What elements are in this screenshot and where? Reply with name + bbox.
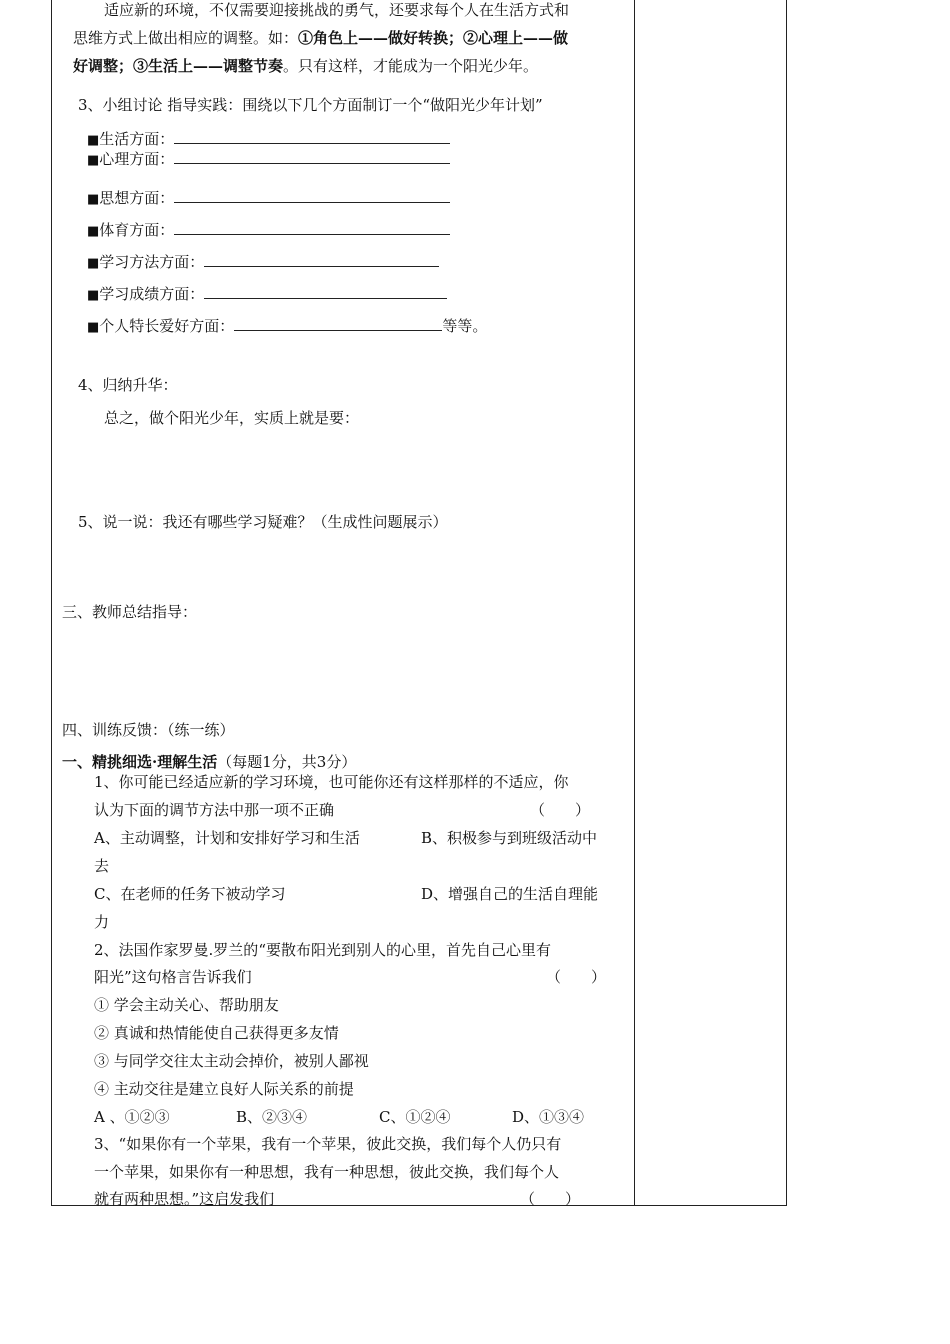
blank-line xyxy=(234,314,442,331)
column-divider xyxy=(634,0,635,1206)
intro-line-3-bold: 好调整；③生活上——调整节奏 xyxy=(73,57,284,75)
section-4-title: 4、归纳升华： xyxy=(78,376,178,394)
plan-item-label: 学习成绩方面： xyxy=(99,285,205,303)
plan-item-grades xyxy=(87,282,447,306)
plan-item-label: 体育方面： xyxy=(99,221,175,239)
plan-item-sports xyxy=(87,218,450,242)
plan-item-psych xyxy=(87,147,450,171)
plan-item-label: 生活方面： xyxy=(99,130,175,148)
plan-item-method xyxy=(87,250,439,274)
plan-item-hobby xyxy=(87,314,487,338)
blank-line xyxy=(174,218,450,235)
q2-line-2: 阳光”这句格言告诉我们 xyxy=(94,968,252,986)
q3-line-2: 一个苹果，如果你有一种思想，我有一种思想，彼此交换，我们每个人 xyxy=(94,1163,560,1181)
plan-item-label: 学习方法方面： xyxy=(99,253,205,271)
plan-item-label: 个人特长爱好方面： xyxy=(99,317,235,335)
bullet-icon: ■ xyxy=(87,192,100,207)
q1-answer-blank: （ ） xyxy=(530,801,591,819)
intro-line-2-bold: ①角色上——做好转换；②心理上——做 xyxy=(298,29,569,47)
q2-statement-3: ③ 与同学交往太主动会掉价，被别人鄙视 xyxy=(94,1052,369,1070)
bullet-icon: ■ xyxy=(87,133,100,148)
q2-option-a: A 、①②③ xyxy=(94,1108,170,1126)
q1-option-a: A、主动调整，计划和安排好学习和生活 xyxy=(94,829,360,847)
intro-line-3-text: 。只有这样，才能成为一个阳光少年。 xyxy=(283,57,539,75)
part-3-title: 三、教师总结指导： xyxy=(62,603,198,621)
q3-answer-blank: （ ） xyxy=(520,1190,581,1208)
blank-line xyxy=(174,147,450,164)
part-4-title: 四、训练反馈：（练一练） xyxy=(62,721,235,739)
intro-line-2-text: 思维方式上做出相应的调整。如： xyxy=(73,29,299,47)
q3-line-1: 3、“如果你有一个苹果，我有一个苹果，彼此交换，我们每个人仍只有 xyxy=(94,1135,562,1153)
blank-line xyxy=(204,282,447,299)
bullet-icon: ■ xyxy=(87,153,100,168)
exercise-heading xyxy=(62,752,356,772)
q2-line-1: 2、法国作家罗曼.罗兰的“要散布阳光到别人的心里，首先自己心里有 xyxy=(94,941,551,959)
bullet-icon: ■ xyxy=(87,256,100,271)
q1-option-d-cont: 力 xyxy=(94,913,110,931)
plan-suffix: 等等。 xyxy=(442,317,488,335)
intro-line-1: 适应新的环境，不仅需要迎接挑战的勇气，还要求每个人在生活方式和 xyxy=(104,1,570,19)
q2-answer-blank: （ ） xyxy=(546,968,607,986)
section-5-title: 5、说一说：我还有哪些学习疑难？（生成性问题展示） xyxy=(78,513,448,531)
plan-item-label: 心理方面： xyxy=(99,150,175,168)
q2-option-c: C、①②④ xyxy=(379,1108,451,1126)
q2-statement-1: ① 学会主动关心、帮助朋友 xyxy=(94,996,279,1014)
exercise-heading-bold: 一、精挑细选·理解生活 xyxy=(62,753,218,771)
blank-line xyxy=(174,186,450,203)
section-3-title: 3、小组讨论 指导实践：围绕以下几个方面制订一个“做阳光少年计划” xyxy=(78,96,543,114)
blank-line xyxy=(174,127,450,144)
q1-option-b: B、积极参与到班级活动中 xyxy=(421,829,598,847)
bullet-icon: ■ xyxy=(87,288,100,303)
intro-line-3 xyxy=(73,56,538,76)
q1-line-2: 认为下面的调节方法中那一项不正确 xyxy=(94,801,335,819)
q1-option-d: D、增强自己的生活自理能 xyxy=(421,885,599,903)
q3-line-3: 就有两种思想。”这启发我们 xyxy=(94,1190,275,1208)
plan-item-thought xyxy=(87,186,450,210)
bullet-icon: ■ xyxy=(87,320,100,335)
intro-line-2 xyxy=(73,28,568,48)
q2-statement-2: ② 真诚和热情能使自己获得更多友情 xyxy=(94,1024,339,1042)
q2-statement-4: ④ 主动交往是建立良好人际关系的前提 xyxy=(94,1080,354,1098)
q1-line-1: 1、你可能已经适应新的学习环境，也可能你还有这样那样的不适应，你 xyxy=(94,773,569,791)
q2-option-b: B、②③④ xyxy=(236,1108,308,1126)
plan-item-label: 思想方面： xyxy=(99,189,175,207)
q2-option-d: D、①③④ xyxy=(512,1108,585,1126)
q1-option-b-cont: 去 xyxy=(94,857,110,875)
exercise-heading-note: （每题1分，共3分） xyxy=(217,753,357,771)
q1-option-c: C、在老师的任务下被动学习 xyxy=(94,885,286,903)
bullet-icon: ■ xyxy=(87,224,100,239)
section-4-body: 总之，做个阳光少年，实质上就是要： xyxy=(104,409,360,427)
blank-line xyxy=(204,250,439,267)
